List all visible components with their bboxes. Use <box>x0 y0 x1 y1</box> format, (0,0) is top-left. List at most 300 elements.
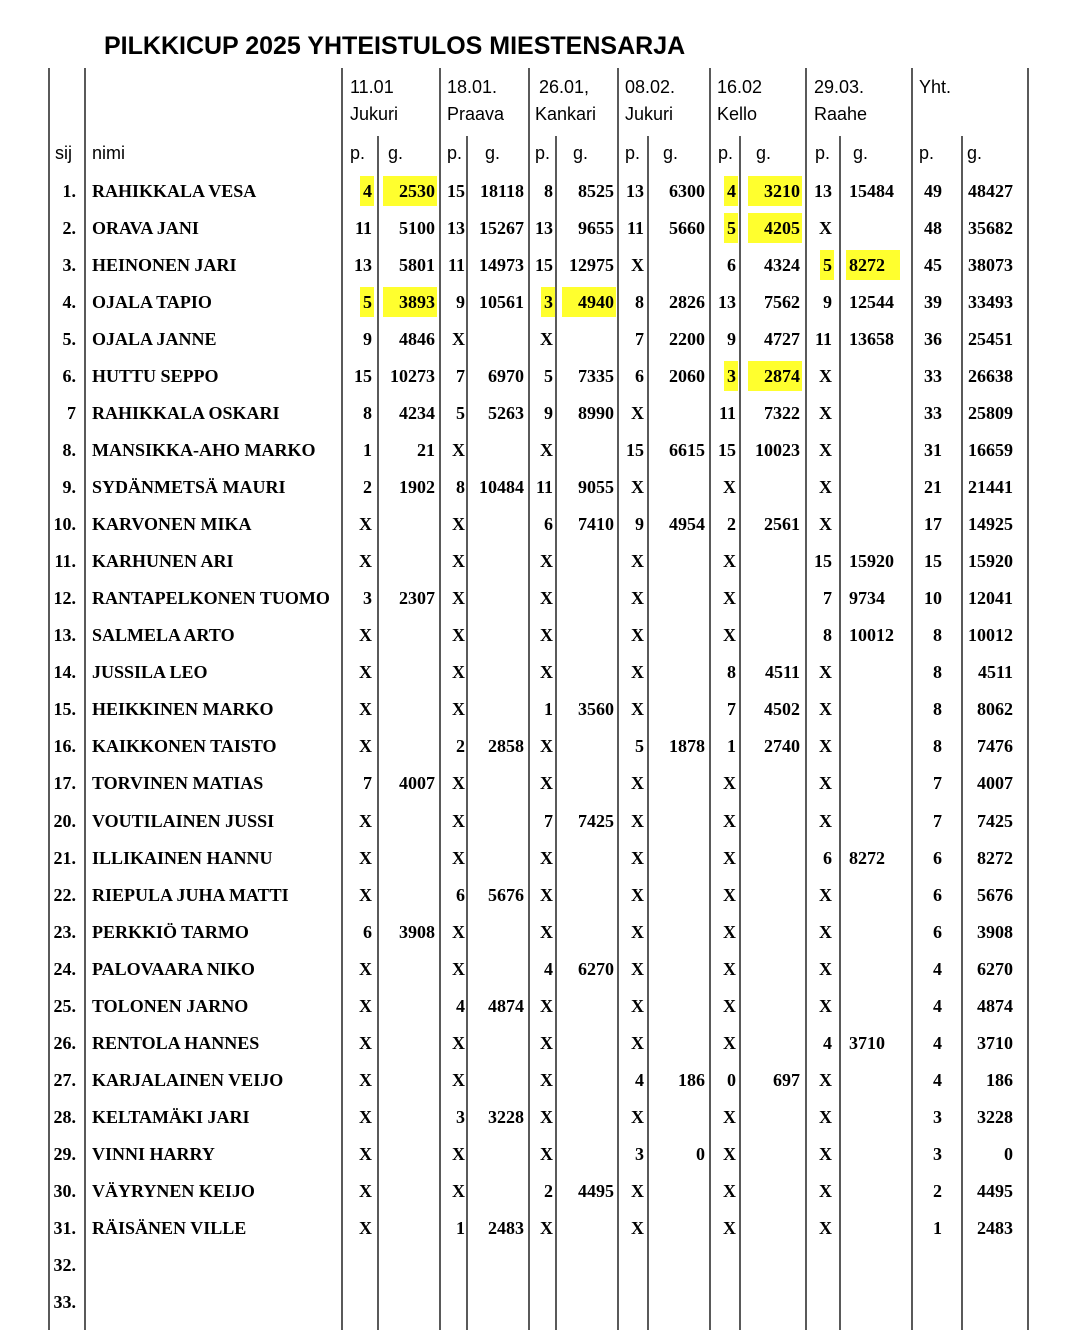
points-cell: X <box>819 995 832 1016</box>
name-cell: KARVONEN MIKA <box>92 514 252 535</box>
rank-cell: 12. <box>53 588 76 609</box>
name-cell: HEIKKINEN MARKO <box>92 699 274 720</box>
rank-cell: 8. <box>62 440 76 461</box>
grams-cell: 1902 <box>399 477 435 498</box>
grams-cell: 2826 <box>669 292 705 313</box>
points-cell: X <box>723 810 736 831</box>
points-cell: X <box>819 958 832 979</box>
rank-cell: 25. <box>53 995 76 1016</box>
points-cell: X <box>359 1217 372 1238</box>
points-cell: 11 <box>354 218 372 239</box>
points-cell: X <box>819 699 832 720</box>
name-cell: PALOVAARA NIKO <box>92 958 255 979</box>
rank-cell: 23. <box>53 921 76 942</box>
rank-cell: 27. <box>53 1069 76 1090</box>
grams-cell: 3210 <box>764 181 800 201</box>
points-cell: X <box>452 440 465 461</box>
points-cell: X <box>359 1106 372 1127</box>
points-cell: X <box>452 847 465 868</box>
competition-place: Praava <box>447 104 505 124</box>
points-cell: 4 <box>544 958 553 979</box>
points-cell: 11 <box>447 255 465 276</box>
points-cell: X <box>819 736 832 757</box>
points-cell: 7 <box>544 810 553 831</box>
points-cell: 15 <box>447 181 465 201</box>
grams-cell: 1878 <box>669 736 705 757</box>
points-cell: 4 <box>456 995 465 1016</box>
points-cell: X <box>540 1032 553 1053</box>
points-cell: 13 <box>718 292 736 313</box>
points-cell: 11 <box>535 477 553 498</box>
points-cell: X <box>631 921 644 942</box>
name-cell: HEINONEN JARI <box>92 255 237 276</box>
name-cell: OJALA TAPIO <box>92 292 212 313</box>
points-cell: X <box>540 1069 553 1090</box>
grams-cell: 2200 <box>669 329 705 350</box>
points-cell: 6 <box>456 884 465 905</box>
points-cell: X <box>723 1180 736 1201</box>
points-cell: X <box>631 255 644 276</box>
points-cell: X <box>359 625 372 646</box>
total-grams-cell: 4511 <box>977 662 1013 683</box>
points-cell: X <box>723 773 736 794</box>
points-cell: 6 <box>635 366 644 387</box>
grams-cell: 4511 <box>764 662 800 683</box>
total-grams-cell: 14925 <box>968 514 1013 535</box>
points-cell: 8 <box>635 292 644 313</box>
total-points-cell: 49 <box>924 181 942 201</box>
rank-cell: 26. <box>53 1032 76 1053</box>
grams-cell: 2858 <box>488 736 524 757</box>
name-cell: HUTTU SEPPO <box>92 366 219 387</box>
points-cell: X <box>359 1143 372 1164</box>
points-cell: X <box>723 847 736 868</box>
total-points-cell: 7 <box>933 810 942 831</box>
grams-cell: 7335 <box>578 366 614 387</box>
rank-cell: 20. <box>53 810 76 831</box>
points-cell: X <box>819 1069 832 1090</box>
grams-cell: 8990 <box>578 403 614 424</box>
points-cell: X <box>819 1180 832 1201</box>
points-cell: 9 <box>635 514 644 535</box>
grams-cell: 3893 <box>399 292 435 313</box>
total-points-cell: 17 <box>924 514 942 535</box>
points-cell: 15 <box>626 440 644 461</box>
grams-cell: 0 <box>696 1143 705 1164</box>
total-grams-cell: 35682 <box>968 218 1013 239</box>
total-grams-cell: 6270 <box>977 958 1013 979</box>
total-points-cell: 6 <box>933 921 942 942</box>
total-points-cell: 31 <box>924 440 942 461</box>
points-cell: 5 <box>727 218 736 239</box>
rank-cell: 32. <box>53 1254 76 1275</box>
name-header: nimi <box>92 143 126 163</box>
points-cell: 1 <box>363 440 372 461</box>
points-cell: 13 <box>814 181 832 201</box>
total-points-cell: 48 <box>924 218 942 239</box>
competition-date: 08.02. <box>625 77 676 97</box>
points-cell: X <box>452 958 465 979</box>
points-cell: 7 <box>727 699 736 720</box>
grams-cell: 6270 <box>578 958 614 979</box>
points-cell: X <box>540 773 553 794</box>
points-cell: 15 <box>354 366 372 387</box>
grams-cell: 4846 <box>399 329 435 350</box>
total-grams-cell: 12041 <box>968 588 1013 609</box>
rank-cell: 16. <box>53 736 76 757</box>
points-cell: X <box>540 625 553 646</box>
points-cell: 13 <box>447 218 465 239</box>
rank-cell: 6. <box>62 366 76 387</box>
points-cell: X <box>359 514 372 535</box>
points-cell: X <box>540 884 553 905</box>
points-cell: 3 <box>456 1106 465 1127</box>
points-cell: 3 <box>544 292 553 313</box>
grams-cell: 5263 <box>488 403 524 424</box>
points-cell: 5 <box>363 292 372 313</box>
rank-cell: 24. <box>53 958 76 979</box>
points-cell: 7 <box>363 773 372 794</box>
points-cell: 4 <box>823 1032 832 1053</box>
total-points-cell: 1 <box>933 1217 942 1238</box>
points-cell: X <box>540 1143 553 1164</box>
grams-cell: 10484 <box>479 477 524 498</box>
points-cell: X <box>723 1143 736 1164</box>
points-cell: X <box>540 440 553 461</box>
rank-cell: 28. <box>53 1106 76 1127</box>
points-cell: 3 <box>635 1143 644 1164</box>
total-grams-cell: 15920 <box>968 551 1013 572</box>
grams-cell: 7410 <box>578 514 614 535</box>
points-cell: 6 <box>363 921 372 942</box>
points-cell: X <box>723 884 736 905</box>
points-cell: X <box>723 1217 736 1238</box>
total-points-cell: 6 <box>933 847 942 868</box>
points-cell: 15 <box>814 551 832 572</box>
points-cell: 7 <box>456 366 465 387</box>
points-cell: X <box>631 847 644 868</box>
name-cell: VÄYRYNEN KEIJO <box>92 1180 255 1201</box>
grams-cell: 4727 <box>764 329 800 350</box>
grams-header: g. <box>388 143 404 163</box>
grams-cell: 3908 <box>399 921 435 942</box>
total-grams-cell: 8062 <box>977 699 1013 720</box>
grams-cell: 3560 <box>578 699 614 720</box>
total-grams-cell: 10012 <box>968 625 1013 646</box>
points-cell: X <box>819 1217 832 1238</box>
points-cell: X <box>723 1032 736 1053</box>
points-cell: 6 <box>823 847 832 868</box>
points-cell: X <box>452 1143 465 1164</box>
rank-cell: 21. <box>53 847 76 868</box>
points-cell: X <box>723 921 736 942</box>
name-cell: ILLIKAINEN HANNU <box>92 847 273 868</box>
points-cell: X <box>819 477 832 498</box>
points-cell: X <box>540 1217 553 1238</box>
total-points-cell: 15 <box>924 551 942 572</box>
grams-cell: 13658 <box>849 329 894 350</box>
total-points-cell: 4 <box>933 1069 942 1090</box>
grams-cell: 12544 <box>849 292 894 313</box>
grams-cell: 3710 <box>849 1032 885 1053</box>
grams-cell: 18118 <box>479 181 524 201</box>
name-cell: OJALA JANNE <box>92 329 217 350</box>
points-cell: X <box>359 958 372 979</box>
total-points-cell: 10 <box>924 588 942 609</box>
rank-cell: 33. <box>53 1291 76 1312</box>
points-cell: 11 <box>626 218 644 239</box>
points-cell: X <box>359 1180 372 1201</box>
total-header: Yht. <box>919 77 952 97</box>
points-cell: 4 <box>363 181 372 201</box>
points-cell: 15 <box>535 255 553 276</box>
rank-cell: 15. <box>53 699 76 720</box>
grams-cell: 4940 <box>578 292 614 313</box>
grams-cell: 5660 <box>669 218 705 239</box>
grams-cell: 2740 <box>764 736 800 757</box>
grams-cell: 15920 <box>849 551 894 572</box>
points-cell: X <box>359 884 372 905</box>
grams-cell: 10023 <box>755 440 800 461</box>
grams-cell: 2561 <box>764 514 800 535</box>
name-cell: VINNI HARRY <box>92 1143 215 1164</box>
grams-cell: 7425 <box>578 810 614 831</box>
points-header: p. <box>350 143 366 163</box>
competition-date: 18.01. <box>447 77 498 97</box>
points-cell: X <box>540 588 553 609</box>
total-points-cell: 21 <box>924 477 942 498</box>
points-cell: X <box>631 699 644 720</box>
points-cell: 9 <box>823 292 832 313</box>
points-cell: X <box>631 477 644 498</box>
page-title: PILKKICUP 2025 YHTEISTULOS MIESTENSARJA <box>104 32 686 60</box>
points-cell: X <box>452 625 465 646</box>
name-cell: RENTOLA HANNES <box>92 1032 260 1053</box>
rank-cell: 4. <box>62 292 76 313</box>
points-cell: 8 <box>823 625 832 646</box>
points-cell: X <box>359 1069 372 1090</box>
points-cell: X <box>452 921 465 942</box>
total-grams-cell: 26638 <box>968 366 1013 387</box>
grams-cell: 5100 <box>399 218 435 239</box>
points-cell: X <box>631 1217 644 1238</box>
total-points-cell: 4 <box>933 958 942 979</box>
grams-cell: 9055 <box>578 477 614 498</box>
points-cell: 6 <box>727 255 736 276</box>
total-grams-cell: 48427 <box>968 181 1013 201</box>
points-cell: X <box>631 995 644 1016</box>
total-grams-cell: 5676 <box>977 884 1013 905</box>
grams-cell: 8272 <box>849 847 885 868</box>
total-grams-cell: 38073 <box>968 255 1013 276</box>
points-cell: X <box>723 995 736 1016</box>
points-cell: X <box>452 1180 465 1201</box>
rank-cell: 3. <box>62 255 76 276</box>
points-cell: X <box>819 662 832 683</box>
points-cell: X <box>819 440 832 461</box>
grams-cell: 21 <box>417 440 435 461</box>
points-cell: X <box>819 884 832 905</box>
points-cell: 9 <box>727 329 736 350</box>
total-grams-cell: 4874 <box>977 995 1013 1016</box>
rank-cell: 2. <box>62 218 76 239</box>
points-cell: X <box>631 1106 644 1127</box>
grams-cell: 9655 <box>578 218 614 239</box>
points-cell: 3 <box>727 366 736 387</box>
grams-header: g. <box>573 143 589 163</box>
points-cell: X <box>819 810 832 831</box>
points-cell: X <box>452 773 465 794</box>
points-cell: 1 <box>456 1217 465 1238</box>
total-points-cell: 45 <box>924 255 942 276</box>
points-cell: X <box>631 773 644 794</box>
points-cell: X <box>631 588 644 609</box>
points-cell: 7 <box>635 329 644 350</box>
grams-cell: 2307 <box>399 588 435 609</box>
points-cell: X <box>631 662 644 683</box>
total-grams-cell: 3228 <box>977 1106 1013 1127</box>
points-cell: 9 <box>456 292 465 313</box>
total-points-cell: 4 <box>933 995 942 1016</box>
total-points-cell: 8 <box>933 736 942 757</box>
points-cell: X <box>819 403 832 424</box>
points-cell: X <box>452 551 465 572</box>
rank-cell: 17. <box>53 773 76 794</box>
total-points-cell: 8 <box>933 662 942 683</box>
name-cell: KARHUNEN ARI <box>92 551 234 572</box>
points-header: p. <box>718 143 734 163</box>
name-cell: RIEPULA JUHA MATTI <box>92 884 289 905</box>
rank-cell: 13. <box>53 625 76 646</box>
name-cell: RAHIKKALA OSKARI <box>92 403 280 424</box>
points-cell: X <box>540 921 553 942</box>
points-header: p. <box>535 143 551 163</box>
points-header: p. <box>815 143 831 163</box>
points-cell: X <box>631 884 644 905</box>
rank-cell: 14. <box>53 662 76 683</box>
grams-cell: 3228 <box>488 1106 524 1127</box>
points-cell: 1 <box>544 699 553 720</box>
name-cell: KAIKKONEN TAISTO <box>92 736 277 757</box>
points-cell: X <box>723 958 736 979</box>
grams-cell: 2874 <box>764 366 800 387</box>
points-cell: X <box>452 810 465 831</box>
total-points-cell: 3 <box>933 1106 942 1127</box>
points-cell: X <box>540 995 553 1016</box>
rank-cell: 1. <box>62 181 76 201</box>
grams-header: g. <box>485 143 501 163</box>
points-cell: 6 <box>544 514 553 535</box>
name-cell: VOUTILAINEN JUSSI <box>92 810 275 831</box>
grams-cell: 7322 <box>764 403 800 424</box>
grams-cell: 4234 <box>399 403 435 424</box>
grams-cell: 9734 <box>849 588 885 609</box>
points-cell: 4 <box>635 1069 644 1090</box>
grams-cell: 4502 <box>764 699 800 720</box>
points-cell: 3 <box>363 588 372 609</box>
points-cell: X <box>631 625 644 646</box>
grams-cell: 6615 <box>669 440 705 461</box>
points-cell: 13 <box>535 218 553 239</box>
grams-cell: 2530 <box>399 181 435 201</box>
name-cell: SYDÄNMETSÄ MAURI <box>92 477 286 498</box>
points-cell: X <box>540 551 553 572</box>
points-header: p. <box>919 143 935 163</box>
points-cell: X <box>631 958 644 979</box>
points-cell: X <box>452 329 465 350</box>
points-cell: X <box>359 810 372 831</box>
points-cell: X <box>540 736 553 757</box>
points-cell: X <box>723 477 736 498</box>
name-cell: RAHIKKALA VESA <box>92 181 257 201</box>
rank-cell: 11. <box>54 551 76 572</box>
grams-cell: 5676 <box>488 884 524 905</box>
total-points-cell: 39 <box>924 292 942 313</box>
competition-date: 16.02 <box>717 77 763 97</box>
grams-cell: 4324 <box>764 255 800 276</box>
name-cell: ORAVA JANI <box>92 218 199 239</box>
competition-place: Kankari <box>535 104 597 124</box>
rank-cell: 29. <box>53 1143 76 1164</box>
name-cell: KELTAMÄKI JARI <box>92 1106 250 1127</box>
rank-cell: 31. <box>53 1217 76 1238</box>
grams-cell: 4954 <box>669 514 705 535</box>
points-cell: 7 <box>823 588 832 609</box>
grams-cell: 6970 <box>488 366 524 387</box>
name-cell: TOLONEN JARNO <box>92 995 249 1016</box>
total-grams-cell: 33493 <box>968 292 1013 313</box>
name-cell: PERKKIÖ TARMO <box>92 921 249 942</box>
name-cell: RANTAPELKONEN TUOMO <box>92 588 330 609</box>
competition-place: Raahe <box>814 104 868 124</box>
name-cell: TORVINEN MATIAS <box>92 773 264 794</box>
points-cell: X <box>631 1032 644 1053</box>
points-cell: X <box>631 551 644 572</box>
total-grams-cell: 0 <box>1004 1143 1013 1164</box>
total-grams-cell: 3710 <box>977 1032 1013 1053</box>
points-cell: 11 <box>718 403 736 424</box>
points-cell: X <box>723 625 736 646</box>
points-cell: X <box>359 847 372 868</box>
total-grams-cell: 3908 <box>977 921 1013 942</box>
points-cell: 5 <box>544 366 553 387</box>
points-cell: 0 <box>727 1069 736 1090</box>
grams-cell: 697 <box>773 1069 800 1090</box>
points-cell: X <box>359 995 372 1016</box>
points-cell: X <box>631 1180 644 1201</box>
total-grams-cell: 8272 <box>977 847 1013 868</box>
grams-cell: 10273 <box>390 366 435 387</box>
points-cell: 8 <box>727 662 736 683</box>
grams-cell: 15267 <box>479 218 524 239</box>
total-grams-cell: 16659 <box>968 440 1013 461</box>
points-cell: 8 <box>456 477 465 498</box>
points-cell: 2 <box>727 514 736 535</box>
total-grams-cell: 21441 <box>968 477 1013 498</box>
grams-cell: 2060 <box>669 366 705 387</box>
points-cell: 11 <box>814 329 832 350</box>
points-cell: X <box>631 403 644 424</box>
competition-date: 11.01 <box>350 77 394 97</box>
points-cell: 8 <box>544 181 553 201</box>
points-cell: 13 <box>354 255 372 276</box>
competition-date: 26.01, <box>539 77 590 97</box>
points-cell: X <box>723 588 736 609</box>
points-cell: 1 <box>727 736 736 757</box>
total-points-cell: 6 <box>933 884 942 905</box>
points-cell: X <box>723 551 736 572</box>
rank-cell: 10. <box>53 514 76 535</box>
